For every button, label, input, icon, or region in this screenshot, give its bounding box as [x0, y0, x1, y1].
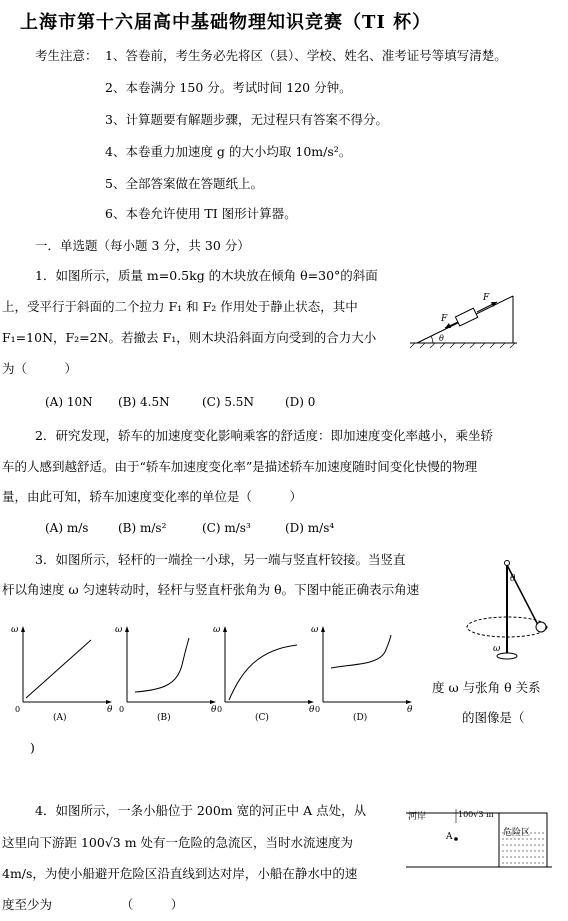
graph-a-ylabel: ω [11, 625, 19, 635]
q1-line-1: 1．如图所示，质量 m=0.5kg 的木块放在倾角 θ=30°的斜面 [35, 268, 378, 283]
rod-omega-label: ω [493, 644, 501, 654]
q2-option-a: (A) m/s [45, 521, 89, 535]
notice-item-6: 6、本卷允许使用 TI 图形计算器。 [105, 206, 297, 221]
notice-label: 考生注意： [35, 48, 98, 63]
q2-line-3: 量，由此可知，轿车加速度变化率的单位是（ ） [2, 489, 303, 504]
q2-option-c: (C) m/s³ [202, 521, 251, 535]
river-point-label: A [446, 832, 453, 842]
force-label-f1: F [483, 293, 490, 303]
river-figure [404, 805, 554, 871]
q1-option-c: (C) 5.5N [202, 395, 254, 409]
graph-d-label: (D) [353, 713, 368, 723]
q1-option-a: (A) 10N [45, 395, 93, 409]
graph-b [115, 625, 217, 723]
notice-item-2: 2、本卷满分 150 分。考试时间 120 分钟。 [105, 80, 352, 95]
q1-line-3: F₁=10N，F₂=2N。若撤去 F₁，则木块沿斜面方向受到的合力大小 [2, 330, 377, 345]
graph-c-label: (C) [255, 713, 269, 723]
graph-d [311, 625, 413, 723]
graph-b-label: (B) [157, 713, 171, 723]
q3-tail-1: 度 ω 与张角 θ 关系 [432, 680, 541, 695]
river-distance-label: 100√3 m [458, 810, 494, 819]
graph-d-xlabel: θ [407, 705, 413, 715]
notice-item-3: 3、计算题要有解题步骤，无过程只有答案不得分。 [105, 112, 388, 127]
notice-item-4: 4、本卷重力加速度 g 的大小均取 10m/s²。 [105, 144, 352, 159]
angle-label: θ [439, 334, 444, 343]
graph-a-origin: 0 [15, 705, 21, 714]
section-heading: 一．单选题（每小题 3 分，共 30 分） [35, 238, 250, 253]
graph-c [213, 625, 315, 723]
graph-b-xlabel: θ [211, 705, 217, 715]
q1-line-2: 上，受平行于斜面的二个拉力 F₁ 和 F₂ 作用处于静止状态，其中 [2, 299, 358, 314]
q4-line-1: 4．如图所示，一条小船位于 200m 宽的河正中 A 点处，从 [35, 803, 367, 818]
q1-option-b: (B) 4.5N [118, 395, 170, 409]
graph-d-origin: 0 [315, 705, 321, 714]
page-title: 上海市第十六届高中基础物理知识竞赛（TI 杯） [20, 12, 432, 33]
river-bank-label: 河岸 [408, 812, 427, 822]
notice-item-5: 5、全部答案做在答题纸上。 [105, 176, 263, 191]
rotating-rod-figure [460, 555, 555, 665]
graph-c-xlabel: θ [309, 705, 315, 715]
graph-a-label: (A) [53, 713, 67, 723]
q4-line-3: 4m/s，为使小船避开危险区沿直线到达对岸，小船在静水中的速 [2, 866, 358, 881]
force-label-f2: F [441, 314, 448, 324]
graph-a-xlabel: θ [107, 705, 113, 715]
omega-theta-graphs [5, 620, 425, 725]
q4-line-2: 这里向下游距 100√3 m 处有一危险的急流区，当时水流速度为 [2, 835, 354, 850]
graph-b-origin: 0 [119, 705, 125, 714]
q2-line-1: 2．研究发现，轿车的加速度变化影响乘客的舒适度：即加速度变化率越小，乘坐轿 [35, 428, 493, 443]
graph-a [11, 625, 113, 723]
q2-line-2: 车的人感到越舒适。由于“轿车加速度变化率”是描述轿车加速度随时间变化快慢的物理 [2, 459, 478, 474]
q3-tail-3: ) [30, 740, 35, 755]
notice-item-1: 1、答卷前，考生务必先将区（县）、学校、姓名、准考证号等填写清楚。 [105, 48, 507, 63]
danger-zone-label: 危险区 [503, 828, 531, 838]
q2-option-d: (D) m/s⁴ [285, 521, 335, 535]
q3-line-1: 3．如图所示，轻杆的一端拴一小球，另一端与竖直杆铰接。当竖直 [35, 552, 406, 567]
q4-line-4: 度至少为 （ ） [2, 897, 184, 912]
q3-line-2: 杆以角速度 ω 匀速转动时，轻杆与竖直杆张角为 θ。下图中能正确表示角速 [2, 582, 420, 597]
q1-line-4: 为（ ） [2, 361, 78, 376]
incline-figure [405, 288, 525, 350]
q2-option-b: (B) m/s² [118, 521, 167, 535]
q3-tail-2: 的图像是（ [462, 710, 525, 725]
graph-b-ylabel: ω [115, 625, 123, 635]
q1-option-d: (D) 0 [285, 395, 316, 409]
graph-c-origin: 0 [217, 705, 223, 714]
graph-c-ylabel: ω [213, 625, 221, 635]
graph-d-ylabel: ω [311, 625, 319, 635]
rod-angle-label: θ [510, 574, 516, 584]
